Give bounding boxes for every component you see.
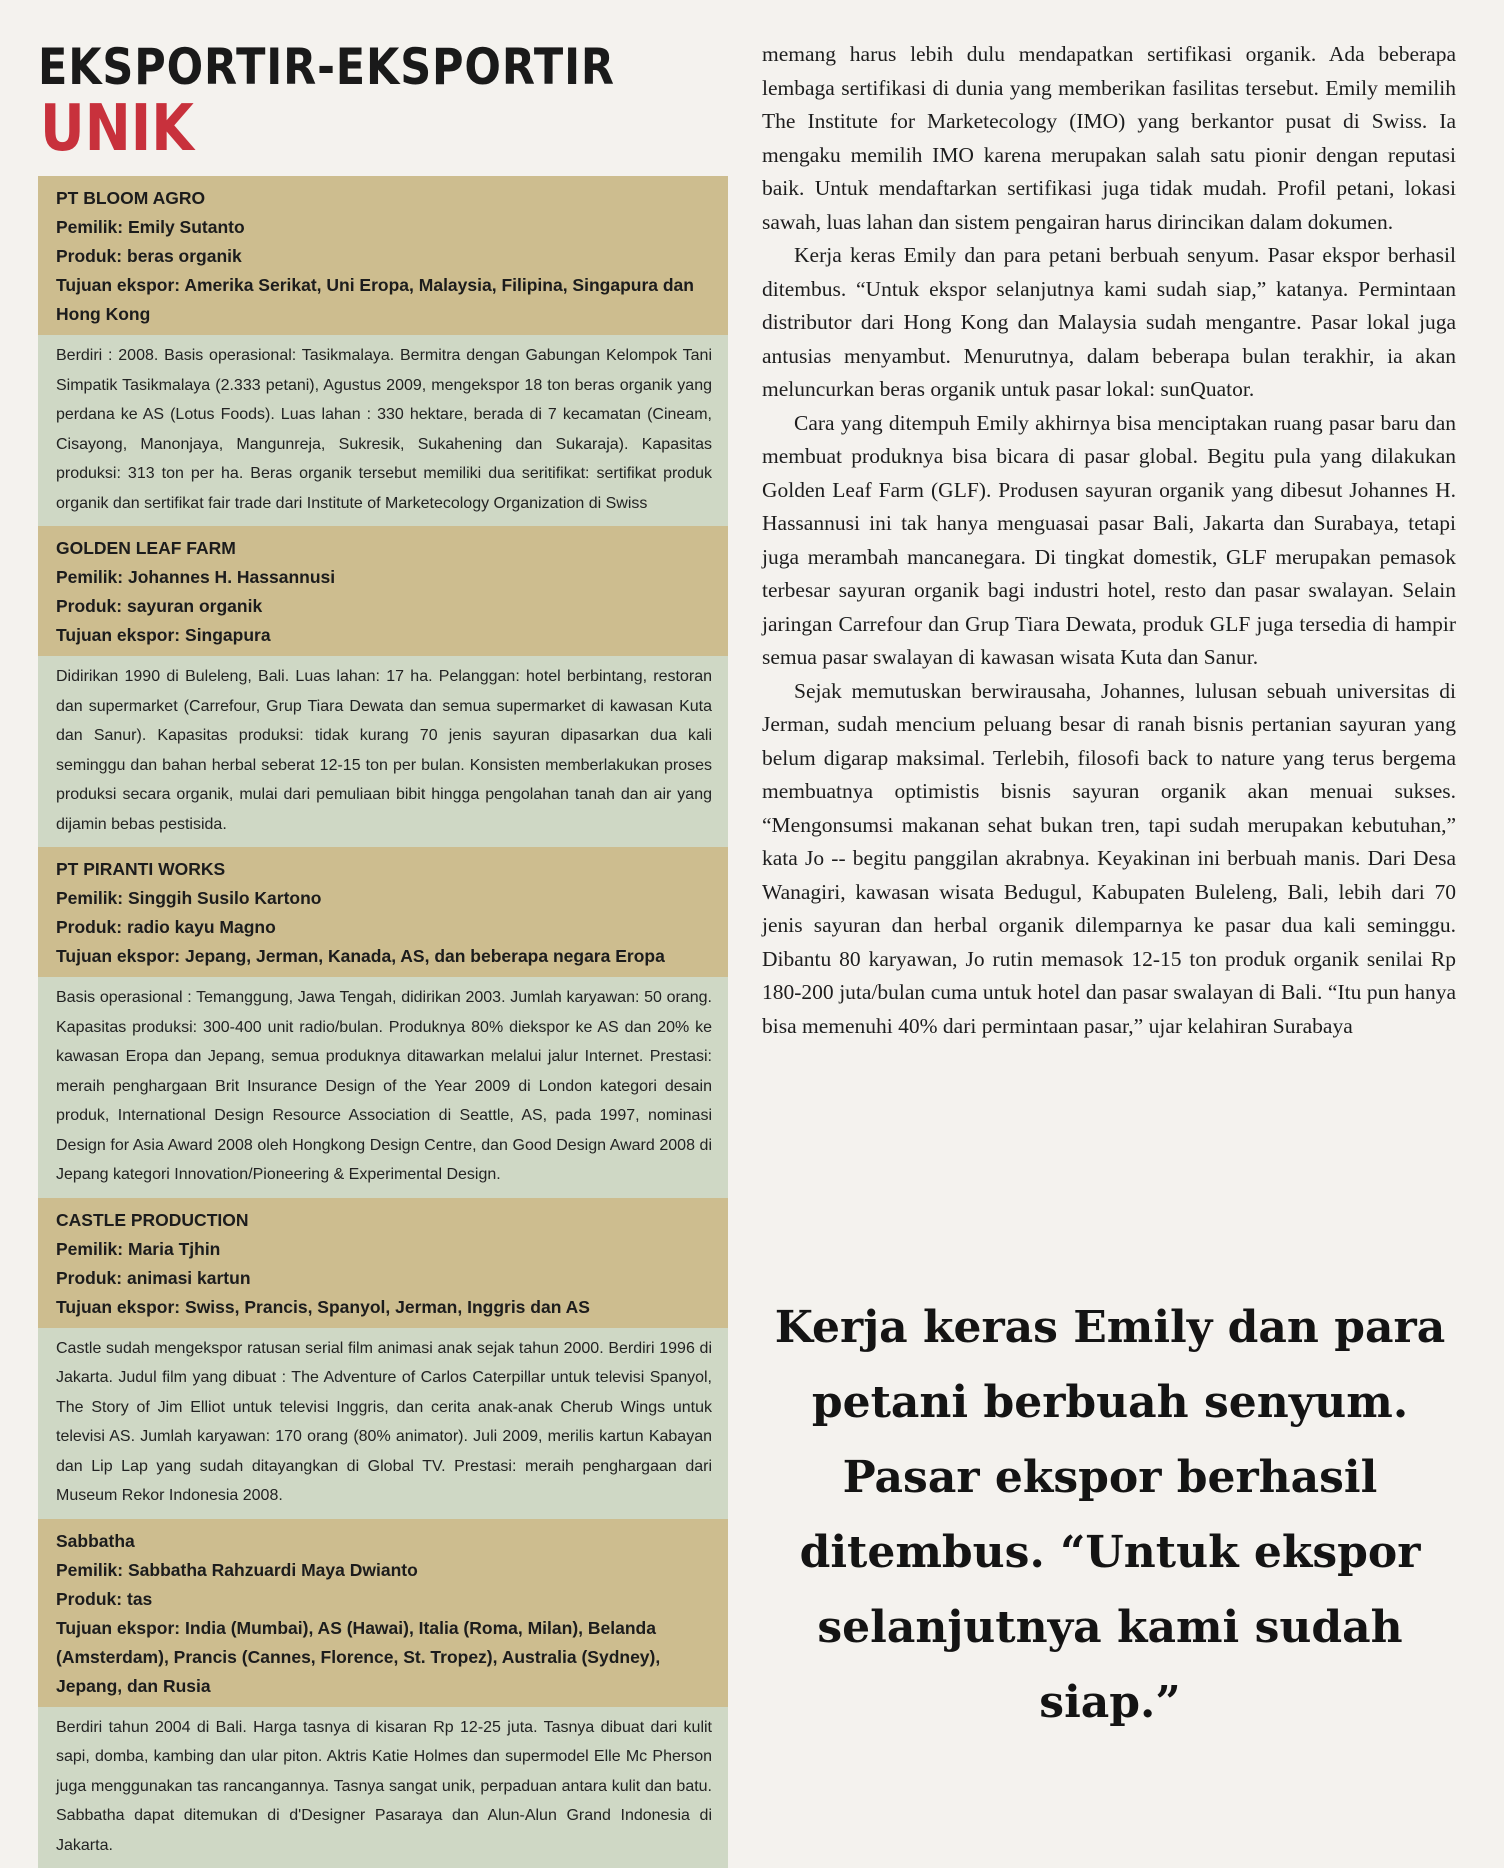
company-card: [38, 847, 728, 1198]
company-owner: [56, 884, 712, 913]
company-owner: [56, 213, 712, 242]
company-header: [38, 176, 728, 335]
product-value: beras organik: [127, 246, 242, 266]
company-owner: [56, 1235, 712, 1264]
article-paragraph: memang harus lebih dulu mendapatkan sertifikasi organik. Ada beberapa lembaga sertifikasi di dunia yang memberikan fasilitas tersebut. Emily memilih The Institute for Marketecology (IMO) yang berkantor pusat di Swiss. Ia mengaku memilih IMO karena merupakan salah satu pionir dengan reputasi baik. Untuk mendaftarkan sertifikasi juga tidak mudah. Profil petani, lokasi sawah, luas lahan dan sistem pengairan harus dirincikan dalam dokumen.: [762, 38, 1456, 239]
export-label: Tujuan ekspor:: [56, 1297, 180, 1317]
export-value: Swiss, Prancis, Spanyol, Jerman, Inggris dan AS: [185, 1297, 590, 1317]
company-header: [38, 1198, 728, 1328]
export-label: Tujuan ekspor:: [56, 275, 180, 295]
owner-label: Pemilik:: [56, 1560, 123, 1580]
company-header: [38, 1519, 728, 1707]
company-card: [38, 1519, 728, 1868]
company-export: [56, 271, 712, 329]
company-owner: [56, 1556, 712, 1585]
export-value: India (Mumbai), AS (Hawai), Italia (Roma, Milan), Belanda (Amsterdam), Prancis (Cannes, Florence, St. Tropez), Australia (Sydney), Jepang, dan Rusia: [56, 1618, 660, 1696]
sidebar-title: EKSPORTIR-EKSPORTIR: [38, 38, 631, 96]
product-label: Produk:: [56, 1268, 122, 1288]
company-export: [56, 621, 712, 650]
company-description: Didirikan 1990 di Buleleng, Bali. Luas lahan: 17 ha. Pelanggan: hotel berbintang, restoran dan supermarket (Carrefour, Grup Tiara Dewata dan semua supermarket di kawasan Kuta dan Sanur). Kapasitas produksi: tidak kurang 70 jenis sayuran dipasarkan dua kali seminggu dan bahan herbal seberat 12-15 ton per bulan. Konsisten memberlakukan proses produksi secara organik, mulai dari pemuliaan bibit hingga pengolahan tanah dan air yang dijamin bebas pestisida.: [38, 656, 728, 847]
product-value: sayuran organik: [127, 596, 262, 616]
company-name: PT BLOOM AGRO: [56, 184, 712, 213]
export-label: Tujuan ekspor:: [56, 1618, 180, 1638]
owner-label: Pemilik:: [56, 1239, 123, 1259]
company-header: [38, 847, 728, 977]
export-label: Tujuan ekspor:: [56, 625, 180, 645]
company-header: [38, 526, 728, 656]
article-paragraph: Sejak memutuskan berwirausaha, Johannes, lulusan sebuah universitas di Jerman, sudah mencium peluang besar di ranah bisnis pertanian sayuran yang belum digarap maksimal. Terlebih, filosofi back to nature yang terus bergema membuatnya optimistis bisnis sayuran organik akan menuai sukses. “Mengonsumsi makanan sehat bukan tren, tapi sudah merupakan kebutuhan,” kata Jo -- begitu panggilan akrabnya. Keyakinan ini berbuah manis. Dari Desa Wanagiri, kawasan wisata Bedugul, Kabupaten Buleleng, Bali, lebih dari 70 jenis sayuran dan herbal organik dilemparnya ke pasar dua kali seminggu. Dibantu 80 karyawan, Jo rutin memasok 12-15 ton produk organik senilai Rp 180-200 juta/bulan cuma untuk hotel dan pasar swalayan di Bali. “Itu pun hanya bisa memenuhi 40% dari permintaan pasar,” ujar kelahiran Surabaya: [762, 675, 1456, 1044]
export-label: Tujuan ekspor:: [56, 946, 180, 966]
company-list: [38, 176, 728, 1868]
company-owner: [56, 563, 712, 592]
product-value: radio kayu Magno: [127, 917, 276, 937]
product-label: Produk:: [56, 246, 122, 266]
sidebar-title-accent: UNIK: [40, 96, 632, 162]
owner-value: Emily Sutanto: [128, 217, 245, 237]
company-description: Basis operasional : Temanggung, Jawa Tengah, didirikan 2003. Jumlah karyawan: 50 orang. Kapasitas produksi: 300-400 unit radio/bulan. Produknya 80% diekspor ke AS dan 20% ke kawasan Eropa dan Jepang, semua produknya ditawarkan melalui jalur Internet. Prestasi: meraih penghargaan Brit Insurance Design of the Year 2009 di London kategori desain produk, International Design Resource Association di Seattle, AS, pada 1997, nominasi Design for Asia Award 2008 oleh Hongkong Design Centre, dan Good Design Award 2008 di Jepang kategori Innovation/Pioneering & Experimental Design.: [38, 977, 728, 1198]
owner-value: Singgih Susilo Kartono: [128, 888, 321, 908]
article-paragraph: Kerja keras Emily dan para petani berbuah senyum. Pasar ekspor berhasil ditembus. “Untuk ekspor selanjutnya kami sudah siap,” katanya. Permintaan distributor dari Hong Kong dan Malaysia sudah mengantre. Pasar lokal juga antusias menyambut. Menurutnya, dalam beberapa bulan terakhir, ia akan meluncurkan beras organik untuk pasar lokal: sunQuator.: [762, 239, 1456, 407]
company-product: [56, 592, 712, 621]
company-name: CASTLE PRODUCTION: [56, 1206, 712, 1235]
company-name: Sabbatha: [56, 1527, 712, 1556]
company-name: PT PIRANTI WORKS: [56, 855, 712, 884]
company-card: [38, 1198, 728, 1519]
company-product: [56, 913, 712, 942]
owner-label: Pemilik:: [56, 567, 123, 587]
article-body: [762, 38, 1456, 1043]
product-value: animasi kartun: [127, 1268, 251, 1288]
product-label: Produk:: [56, 1589, 122, 1609]
company-export: [56, 1293, 712, 1322]
export-value: Amerika Serikat, Uni Eropa, Malaysia, Filipina, Singapura dan Hong Kong: [56, 275, 694, 324]
owner-value: Maria Tjhin: [128, 1239, 220, 1259]
company-product: [56, 1585, 712, 1614]
company-name: GOLDEN LEAF FARM: [56, 534, 712, 563]
export-value: Singapura: [185, 625, 271, 645]
company-description: Berdiri tahun 2004 di Bali. Harga tasnya di kisaran Rp 12-25 juta. Tasnya dibuat dari kulit sapi, domba, kambing dan ular piton. Aktris Katie Holmes dan supermodel Elle Mc Pherson juga menggunakan tas rancangannya. Tasnya sangat unik, perpaduan antara kulit dan batu. Sabbatha dapat ditemukan di d'Designer Pasaraya dan Alun-Alun Grand Indonesia di Jakarta.: [38, 1707, 728, 1868]
company-card: [38, 176, 728, 526]
export-value: Jepang, Jerman, Kanada, AS, dan beberapa negara Eropa: [185, 946, 665, 966]
company-product: [56, 242, 712, 271]
product-label: Produk:: [56, 917, 122, 937]
product-label: Produk:: [56, 596, 122, 616]
company-description: Castle sudah mengekspor ratusan serial film animasi anak sejak tahun 2000. Berdiri 1996 di Jakarta. Judul film yang dibuat : The Adventure of Carlos Caterpillar untuk televisi Spanyol, The Story of Jim Elliot untuk televisi Inggris, dan cerita anak-anak Cherub Wings untuk televisi AS. Jumlah karyawan: 170 orang (80% animator). Juli 2009, merilis kartun Kabayan dan Lip Lap yang sudah ditayangkan di Global TV. Prestasi: meraih penghargaan dari Museum Rekor Indonesia 2008.: [38, 1328, 728, 1519]
owner-label: Pemilik:: [56, 217, 123, 237]
pull-quote: Kerja keras Emily dan para petani berbuah senyum. Pasar ekspor berhasil ditembus. “Untuk ekspor selanjutnya kami sudah siap.”: [760, 1290, 1460, 1740]
owner-value: Johannes H. Hassannusi: [128, 567, 335, 587]
company-export: [56, 1614, 712, 1701]
owner-value: Sabbatha Rahzuardi Maya Dwianto: [128, 1560, 418, 1580]
company-product: [56, 1264, 712, 1293]
owner-label: Pemilik:: [56, 888, 123, 908]
sidebar-box: [38, 38, 728, 1868]
product-value: tas: [127, 1589, 152, 1609]
article-paragraph: Cara yang ditempuh Emily akhirnya bisa menciptakan ruang pasar baru dan membuat produknya bisa bicara di pasar global. Begitu pula yang dilakukan Golden Leaf Farm (GLF). Produsen sayuran organik yang dibesut Johannes H. Hassannusi ini tak hanya menguasai pasar Bali, Jakarta dan Surabaya, tetapi juga merambah mancanegara. Di tingkat domestik, GLF merupakan pemasok terbesar sayuran organik bagi industri hotel, resto dan pasar swalayan. Selain jaringan Carrefour dan Grup Tiara Dewata, produk GLF juga tersedia di hampir semua pasar swalayan di kawasan wisata Kuta dan Sanur.: [762, 407, 1456, 675]
company-export: [56, 942, 712, 971]
company-description: Berdiri : 2008. Basis operasional: Tasikmalaya. Bermitra dengan Gabungan Kelompok Tani Simpatik Tasikmalaya (2.333 petani), Agustus 2009, mengekspor 18 ton beras organik yang perdana ke AS (Lotus Foods). Luas lahan : 330 hektare, berada di 7 kecamatan (Cineam, Cisayong, Manonjaya, Mangunreja, Sukresik, Sukahening dan Sukaraja). Kapasitas produksi: 313 ton per ha. Beras organik tersebut memiliki dua seritifikat: sertifikat produk organik dan sertifikat fair trade dari Institute of Marketecology Organization di Swiss: [38, 335, 728, 526]
company-card: [38, 526, 728, 847]
